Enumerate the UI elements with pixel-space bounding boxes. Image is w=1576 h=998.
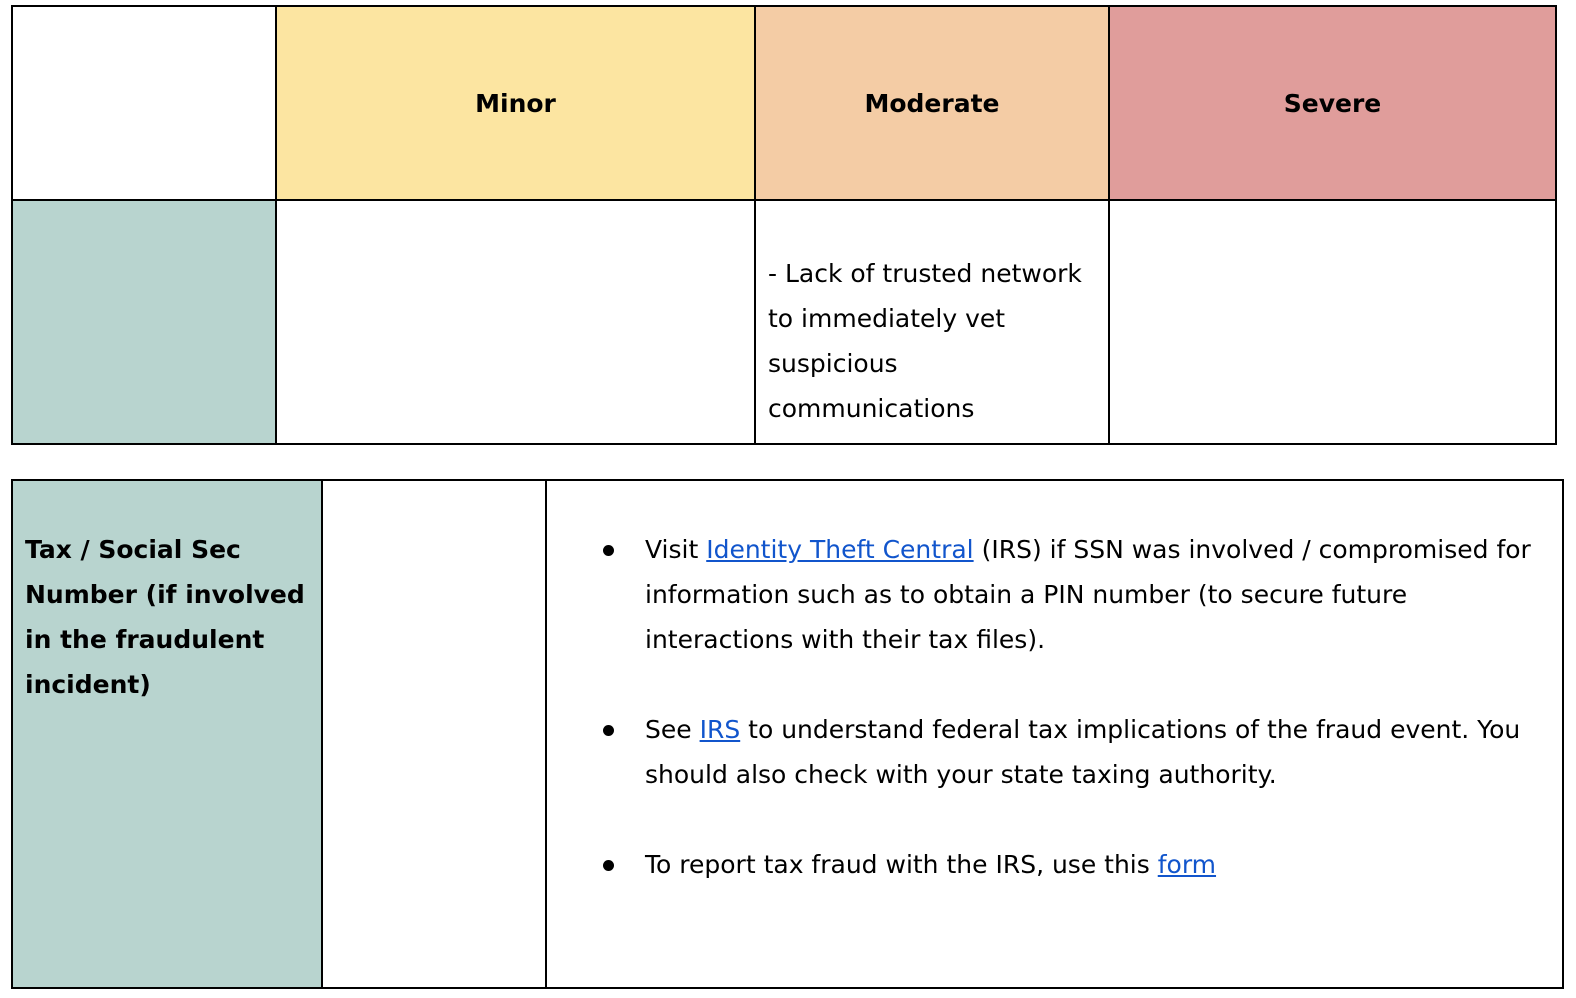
moderate-cell: - Lack of trusted network to immediately vet suspicious communications <box>755 200 1109 444</box>
guidance-text: To report tax fraud with the IRS, use this <box>645 850 1158 879</box>
bullet-icon <box>603 545 614 556</box>
corner-cell <box>12 6 276 200</box>
tax-middle-cell <box>322 480 546 988</box>
severe-cell <box>1109 200 1556 444</box>
identity-theft-central-link[interactable]: Identity Theft Central <box>706 535 974 564</box>
bullet-icon <box>603 725 614 736</box>
guidance-item-identity-theft <box>603 527 1532 662</box>
guidance-item-irs <box>603 707 1532 797</box>
guidance-item-report-fraud <box>603 842 1532 887</box>
tax-row <box>12 480 1563 988</box>
guidance-text: See <box>645 715 700 744</box>
guidance-list <box>603 527 1532 887</box>
severity-body-row <box>12 200 1556 444</box>
minor-header: Minor <box>276 6 755 200</box>
severity-header-row <box>12 6 1556 200</box>
guidance-text: Visit <box>645 535 707 564</box>
tax-table <box>11 479 1564 989</box>
form-link[interactable]: form <box>1157 850 1217 879</box>
severe-header: Severe <box>1109 6 1556 200</box>
guidance-text: (IRS) if SSN was involved / compromised for information such as to obtain a PIN number (to secure future interactions with their tax files). <box>645 535 1531 654</box>
severity-table <box>11 5 1557 445</box>
irs-link[interactable]: IRS <box>699 715 741 744</box>
bullet-icon <box>603 860 614 871</box>
guidance-text: to understand federal tax implications of the fraud event. You should also check with your state taxing authority. <box>645 715 1521 789</box>
tax-guidance-cell <box>546 480 1563 988</box>
topic-cell-blank <box>12 200 276 444</box>
tax-topic-cell: Tax / Social Sec Number (if involved in the fraudulent incident) <box>12 480 322 988</box>
moderate-header: Moderate <box>755 6 1109 200</box>
minor-cell <box>276 200 755 444</box>
